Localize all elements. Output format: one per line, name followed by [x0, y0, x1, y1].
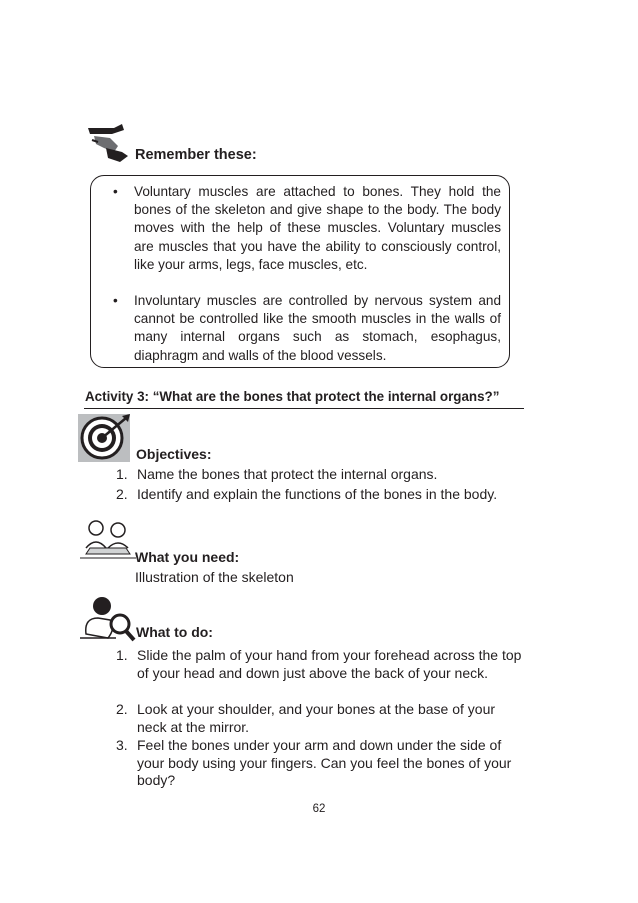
bullet-marker: • — [113, 293, 118, 308]
children-reading-icon — [80, 518, 136, 564]
remember-title: Remember these: — [135, 147, 257, 163]
target-icon — [78, 414, 134, 464]
objectives-title: Objectives: — [136, 446, 212, 462]
bullet-marker: • — [113, 184, 118, 199]
item-number: 2. — [116, 701, 128, 717]
pointing-hand-icon — [84, 118, 132, 166]
remember-box — [90, 175, 510, 368]
page-number: 62 — [312, 803, 326, 815]
what-you-need-title: What you need: — [135, 549, 240, 565]
item-number: 1. — [116, 647, 128, 663]
item-text: Look at your shoulder, and your bones at the base of your neck at the mirror. — [137, 701, 496, 735]
bullet-text: Involuntary muscles are controlled by nervous system and cannot be controlled like the smooth muscles in the walls of many internal organs such as stomach, esophagus, diaphragm and walls of the blood vessels. — [134, 293, 501, 363]
objectives-list — [116, 466, 536, 506]
what-you-need-text: Illustration of the skeleton — [135, 569, 294, 585]
bullet-text: Voluntary muscles are attached to bones. They hold the bones of the skeleton and give shape to the body. The body moves with the help of these muscles. Voluntary muscles are muscles that you have the ability to consciously control, like your arms, legs, face muscles, etc. — [134, 184, 501, 272]
item-text: Identify and explain the functions of the bones in the body. — [137, 486, 498, 502]
item-text: Feel the bones under your arm and down under the side of your body using your fingers. Can you feel the bones of your body? — [137, 737, 512, 789]
activity-title: Activity 3: “What are the bones that protect the internal organs?” — [85, 389, 500, 404]
item-text: Name the bones that protect the internal organs. — [137, 466, 438, 482]
magnifying-glass-icon — [80, 594, 136, 644]
what-to-do-title: What to do: — [136, 624, 213, 640]
item-number: 1. — [116, 466, 128, 482]
item-number: 2. — [116, 486, 128, 502]
item-number: 3. — [116, 737, 128, 753]
item-text: Slide the palm of your hand from your forehead across the top of your head and down just above the back of your neck. — [137, 647, 522, 681]
divider — [84, 408, 524, 409]
what-to-do-list — [116, 647, 528, 795]
